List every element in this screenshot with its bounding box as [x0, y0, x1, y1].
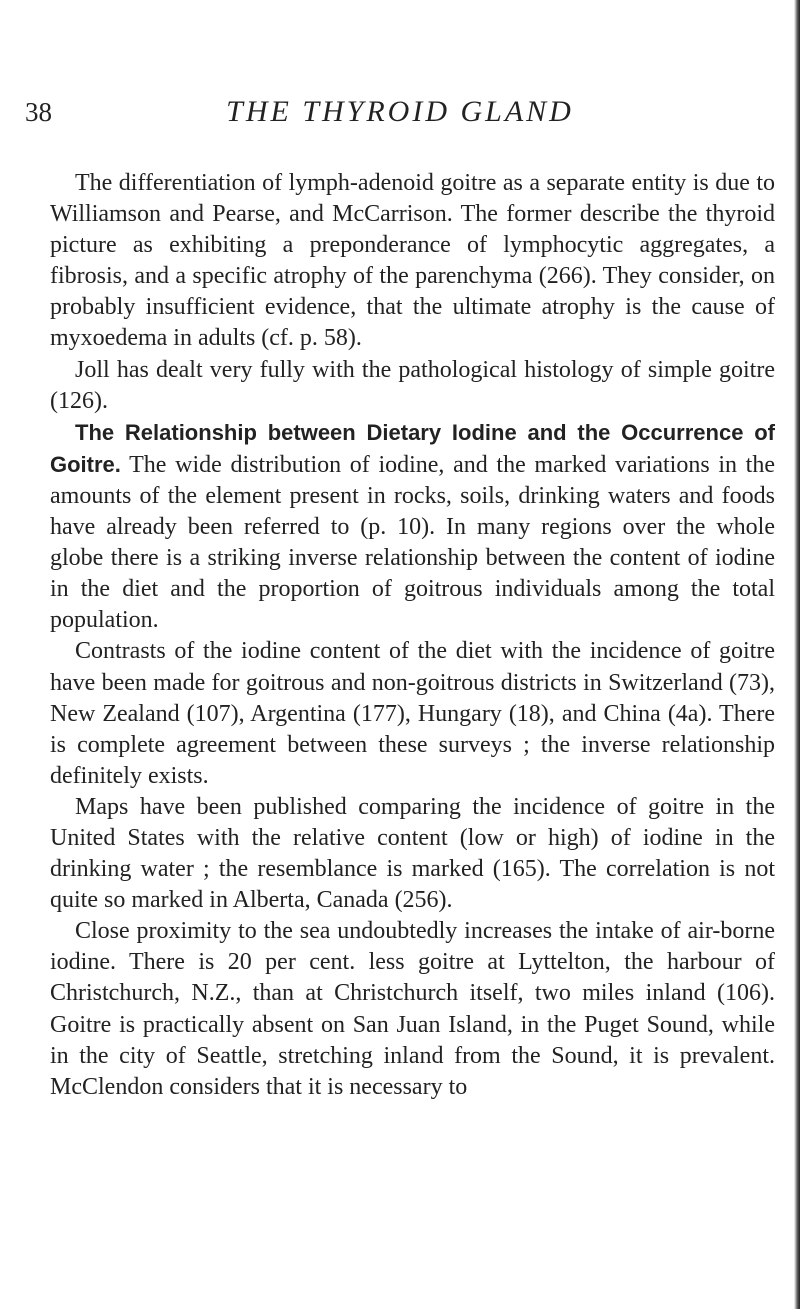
- paragraph-dietary-iodine: [50, 417, 775, 637]
- paragraph-dietary-iodine-text: The wide distribution of iodine, and the marked variations in the amounts of the element present in rocks, soils, drinking waters and foods have already been referred to (p. 10). In many regions over the whole globe there is a striking inverse relationship between the content of iodine in the diet and the proportion of goitrous individuals among the total population.: [50, 451, 775, 634]
- section-heading: The Relationship between Dietary Iodine and the Occurrence of Goitre.: [50, 419, 775, 477]
- running-title: THE THYROID GLAND: [226, 95, 574, 128]
- paragraph-sea-proximity: Close proximity to the sea undoubtedly increases the intake of air-borne iodine. There is 20 per cent. less goitre at Lyttelton, the harbour of Christchurch, N.Z., than at Christchurch itself, two miles inland (106). Goitre is practically absent on San Juan Island, in the Puget Sound, while in the city of Seattle, stretching inland from the Sound, it is prevalent. McClendon considers that it is necessary to: [50, 918, 775, 1100]
- paragraph-joll: Joll has dealt very fully with the pathological histology of simple goitre (126).: [50, 356, 775, 414]
- page-edge-shadow: [794, 0, 800, 1309]
- page-header: [0, 94, 800, 134]
- page-number: 38: [25, 97, 52, 127]
- paragraph-lymph-adenoid: The differentiation of lymph-adenoid goitre as a separate entity is due to Williamson and Pearse, and McCarrison. The former describe the thyroid picture as exhibiting a preponderance of lymphocytic aggregates, a fibrosis, and a specific atrophy of the parenchyma (266). They consider, on probably insufficient evidence, that the ultimate atrophy is the cause of myxoedema in adults (cf. p. 58).: [50, 170, 775, 352]
- paragraph-maps: Maps have been published comparing the incidence of goitre in the United States with the relative content (low or high) of iodine in the drinking water ; the resemblance is marked (165). The correlation is not quite so marked in Alberta, Canada (256).: [50, 793, 775, 914]
- body-text: [50, 168, 775, 1103]
- paragraph-contrasts: Contrasts of the iodine content of the diet with the incidence of goitre have been made for goitrous and non-goitrous districts in Switzerland (73), New Zealand (107), Argentina (177), Hungary (18), and China (4a). There is complete agreement between these surveys ; the inverse relationship definitely exists.: [50, 638, 775, 789]
